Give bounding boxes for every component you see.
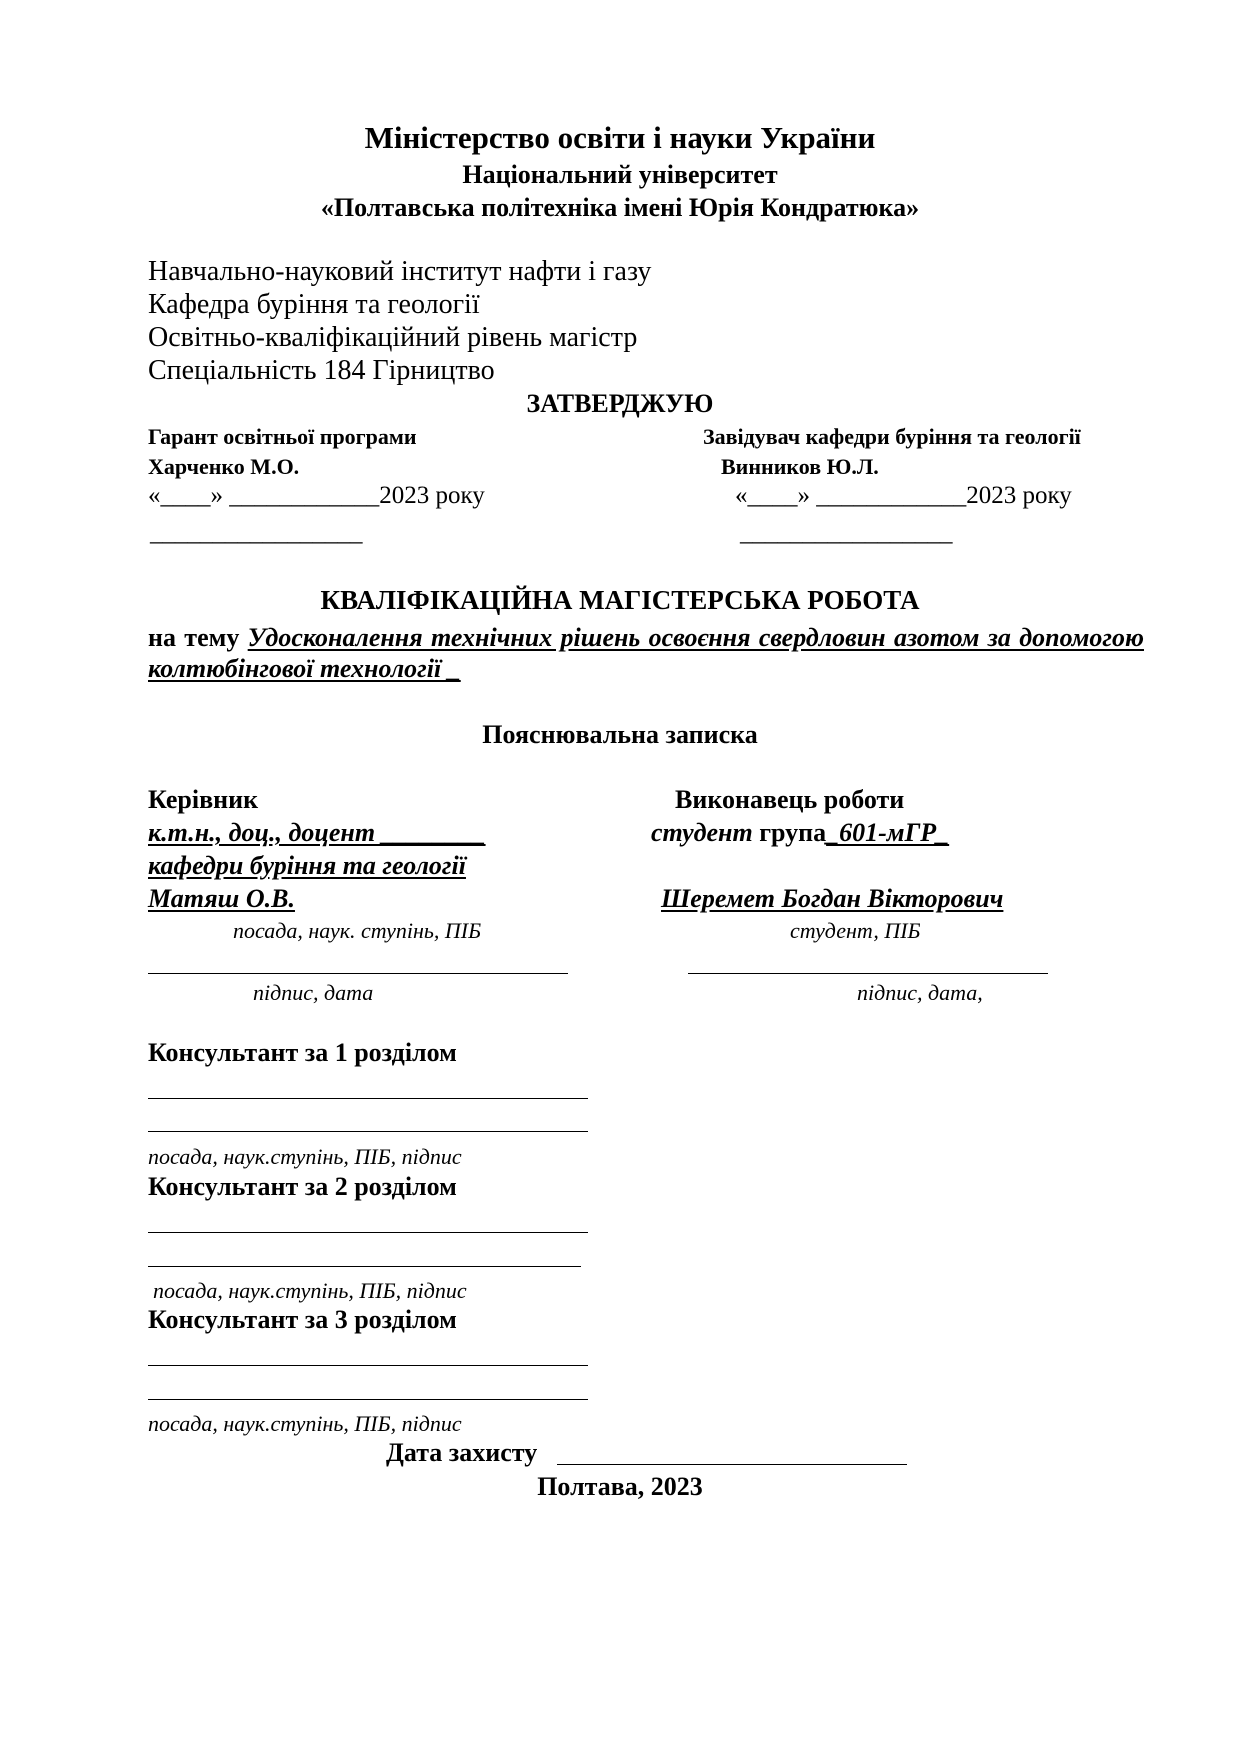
defense-date-label: Дата захисту bbox=[386, 1438, 538, 1467]
university-name: «Полтавська політехніка імені Юрія Кондратюка» bbox=[320, 193, 920, 222]
defense-date-line bbox=[557, 1464, 907, 1465]
department-line: Кафедра буріння та геології bbox=[148, 289, 480, 320]
explanatory-note: Пояснювальна записка bbox=[482, 720, 758, 749]
consultant-1-caption: посада, наук.ступінь, ПІБ, підпис bbox=[148, 1144, 462, 1169]
supervisor-sign-caption: підпис, дата bbox=[253, 980, 374, 1005]
university-heading: Національний університет bbox=[462, 160, 778, 189]
guarantor-signature-line: _________________ bbox=[150, 519, 363, 546]
consultant-3-line-2 bbox=[148, 1399, 588, 1400]
consultant-1-heading: Консультант за 1 розділом bbox=[148, 1038, 457, 1067]
topic-title: Удосконалення технічних рішень освоєння свердловин азотом за допомогою колтюбінгової технології _ bbox=[148, 623, 1144, 683]
head-date: «____» ____________2023 року bbox=[735, 482, 1072, 509]
consultant-2-line-2 bbox=[148, 1266, 581, 1267]
work-type: КВАЛІФІКАЦІЙНА МАГІСТЕРСЬКА РОБОТА bbox=[320, 585, 920, 615]
supervisor-name: Матяш О.В. bbox=[148, 884, 295, 913]
group-value: _601-мГР_ bbox=[826, 818, 950, 847]
student-heading: Виконавець роботи bbox=[675, 785, 905, 814]
consultant-3-caption: посада, наук.ступінь, ПІБ, підпис bbox=[148, 1411, 462, 1436]
consultant-3-heading: Консультант за 3 розділом bbox=[148, 1305, 457, 1334]
consultant-1-line-2 bbox=[148, 1131, 588, 1132]
student-name: Шеремет Богдан Вікторович bbox=[661, 884, 1004, 913]
head-name: Винников Ю.Л. bbox=[721, 454, 879, 479]
student-sign-caption: підпис, дата, bbox=[857, 980, 983, 1005]
head-signature-line: _________________ bbox=[740, 519, 953, 546]
supervisor-signature-line bbox=[148, 973, 568, 974]
student-role: студент bbox=[651, 818, 753, 847]
guarantor-name: Харченко М.О. bbox=[148, 454, 300, 479]
student-group-line bbox=[651, 820, 949, 846]
guarantor-date: «____» ____________2023 року bbox=[148, 482, 485, 509]
ministry-heading: Міністерство освіти і науки України bbox=[364, 120, 876, 155]
supervisor-caption: посада, наук. ступінь, ПІБ bbox=[233, 918, 482, 943]
approval-heading: ЗАТВЕРДЖУЮ bbox=[526, 389, 714, 418]
consultant-1-line-1 bbox=[148, 1098, 588, 1099]
specialty-line: Спеціальність 184 Гірництво bbox=[148, 355, 495, 386]
student-caption: студент, ПІБ bbox=[790, 918, 921, 943]
student-signature-line bbox=[688, 973, 1048, 974]
city-year: Полтава, 2023 bbox=[537, 1472, 703, 1501]
supervisor-department: кафедри буріння та геології bbox=[148, 851, 466, 880]
guarantor-role: Гарант освітньої програми bbox=[148, 424, 417, 449]
consultant-3-line-1 bbox=[148, 1365, 588, 1366]
group-label: група bbox=[759, 818, 827, 847]
supervisor-heading: Керівник bbox=[148, 785, 259, 814]
topic-prefix: на тему bbox=[148, 623, 240, 652]
consultant-2-heading: Консультант за 2 розділом bbox=[148, 1172, 457, 1201]
supervisor-position: к.т.н., доц., доцент ________ bbox=[148, 818, 486, 847]
head-role: Завідувач кафедри буріння та геології bbox=[703, 424, 1081, 449]
consultant-2-caption: посада, наук.ступінь, ПІБ, підпис bbox=[153, 1278, 467, 1303]
institute-line: Навчально-науковий інститут нафти і газу bbox=[148, 256, 652, 287]
degree-line: Освітньо-кваліфікаційний рівень магістр bbox=[148, 322, 638, 353]
consultant-2-line-1 bbox=[148, 1232, 588, 1233]
work-topic bbox=[148, 622, 1144, 684]
